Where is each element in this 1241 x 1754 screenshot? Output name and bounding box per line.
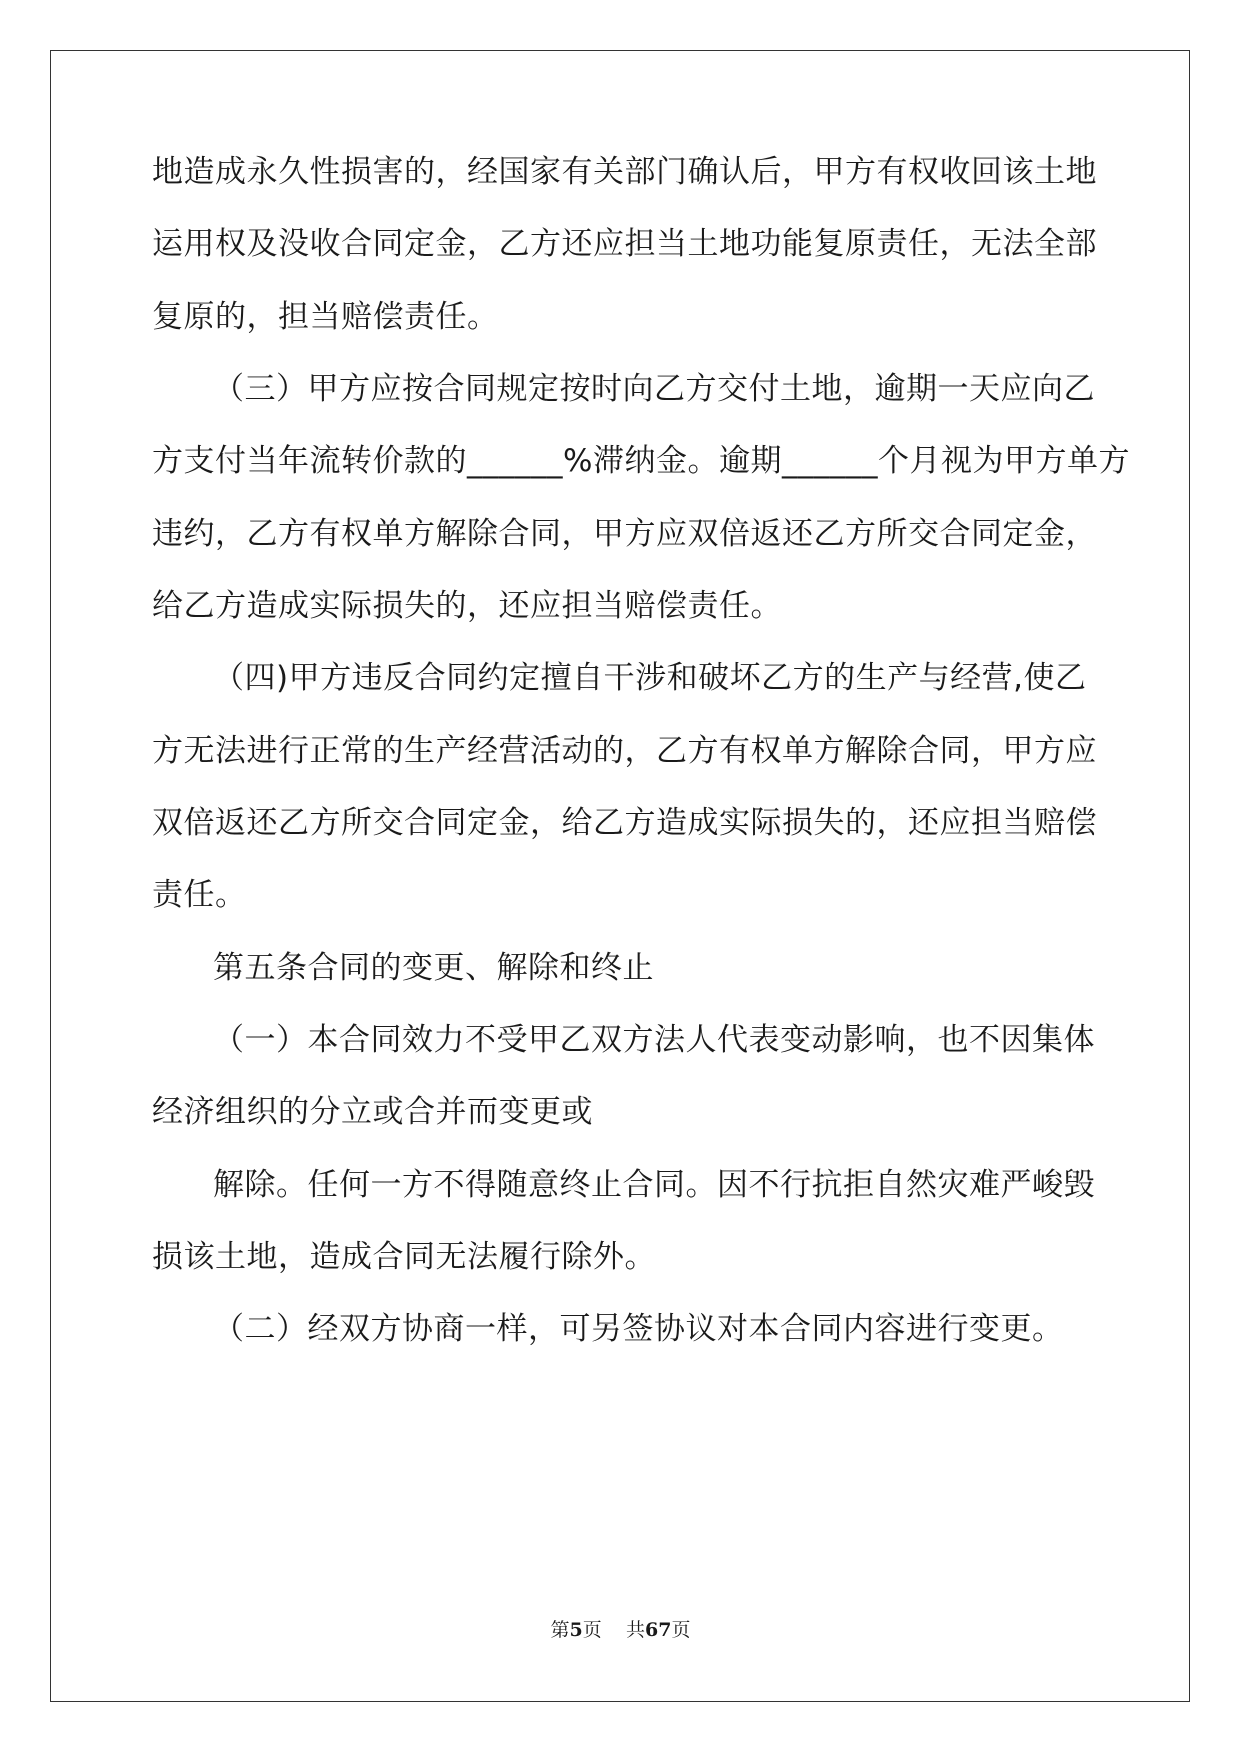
- text-line-2: 运用权及没收合同定金，乙方还应担当土地功能复原责任，无法全部: [152, 226, 1097, 262]
- footer-total-pages: 67: [644, 1619, 672, 1641]
- footer-prefix: 第: [550, 1619, 570, 1641]
- footer-total-prefix: 共: [625, 1619, 645, 1641]
- text-line-8: （四)甲方违反合同约定擅自干涉和破坏乙方的生产与经营,使乙: [213, 660, 1087, 696]
- page-footer: [0, 1618, 1241, 1642]
- text-line-16: 损该土地，造成合同无法履行除外。: [152, 1239, 656, 1275]
- text-line-17: （二）经双方协商一样，可另签协议对本合同内容进行变更。: [213, 1311, 1064, 1347]
- text-line-7: 给乙方造成实际损失的，还应担当赔偿责任。: [152, 588, 782, 624]
- footer-total-unit: 页: [671, 1619, 691, 1641]
- text-line-6: 违约，乙方有权单方解除合同，甲方应双倍返还乙方所交合同定金，: [152, 516, 1097, 552]
- text-line-15: 解除。任何一方不得随意终止合同。因不行抗拒自然灾难严峻毁: [213, 1167, 1095, 1203]
- text-line-5: 方支付当年流转价款的______%滞纳金。逾期______个月视为甲方单方: [152, 443, 1130, 479]
- text-line-1: 地造成永久性损害的，经国家有关部门确认后，甲方有权收回该土地: [152, 154, 1097, 190]
- section-heading: 第五条合同的变更、解除和终止: [213, 950, 654, 986]
- footer-page-unit: 页: [582, 1619, 602, 1641]
- text-line-3: 复原的，担当赔偿责任。: [152, 299, 499, 335]
- text-line-11: 责任。: [152, 877, 247, 913]
- text-line-9: 方无法进行正常的生产经营活动的，乙方有权单方解除合同，甲方应: [152, 733, 1097, 769]
- text-line-14: 经济组织的分立或合并而变更或: [152, 1094, 593, 1130]
- text-line-4: （三）甲方应按合同规定按时向乙方交付土地，逾期一天应向乙: [213, 371, 1095, 407]
- footer-page-number: 5: [569, 1619, 583, 1641]
- text-line-10: 双倍返还乙方所交合同定金，给乙方造成实际损失的，还应担当赔偿: [152, 805, 1097, 841]
- text-line-13: （一）本合同效力不受甲乙双方法人代表变动影响，也不因集体: [213, 1022, 1095, 1058]
